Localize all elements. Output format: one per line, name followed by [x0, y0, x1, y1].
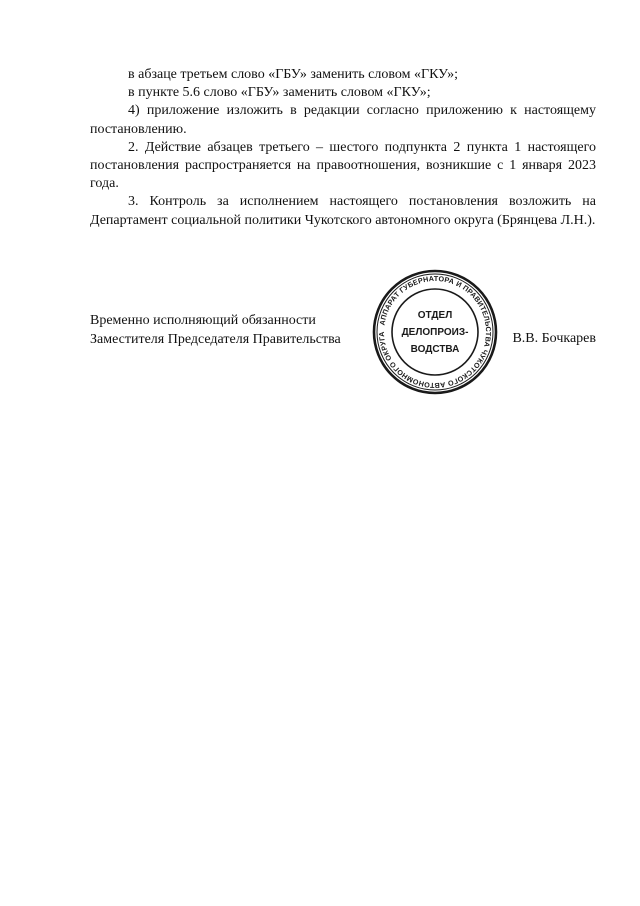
paragraph-4: 2. Действие абзацев третьего – шестого подпункта 2 пункта 1 настоящего постановления распространяется на правоотношения, возникшие с 1 января 2023 года.: [90, 139, 596, 192]
signatory-position: [90, 312, 341, 349]
stamp-ring-text: АППАРАТ ГУБЕРНАТОРА И ПРАВИТЕЛЬСТВА ЧУКОТСКОГО АВТОНОМНОГО ОКРУГА: [376, 273, 494, 391]
paragraph-2: в пункте 5.6 слово «ГБУ» заменить словом «ГКУ»;: [128, 85, 431, 101]
stamp-line-2: ДЕЛОПРОИЗ-: [401, 327, 469, 338]
paragraph-1: в абзаце третьем слово «ГБУ» заменить словом «ГКУ»;: [128, 67, 459, 82]
paragraph-5: 3. Контроль за исполнением настоящего постановления возложить на Департамент социальной политики Чукотского автономного округа (Брянцева Л.Н.).: [90, 194, 596, 228]
paragraph-3: 4) приложение изложить в редакции согласно приложению к настоящему постановлению.: [90, 103, 596, 137]
signatory-name: В.В. Бочкарев: [512, 331, 596, 346]
stamp-seal-icon: [371, 268, 499, 396]
stamp-line-3: ВОДСТВА: [410, 344, 460, 355]
stamp-line-1: ОТДЕЛ: [417, 310, 453, 321]
signatory-position-line-1: Временно исполняющий обязанности: [90, 313, 316, 328]
signatory-position-line-2: Заместителя Председателя Правительства: [90, 331, 341, 347]
official-stamp: [371, 268, 499, 396]
document-body: [90, 66, 596, 230]
